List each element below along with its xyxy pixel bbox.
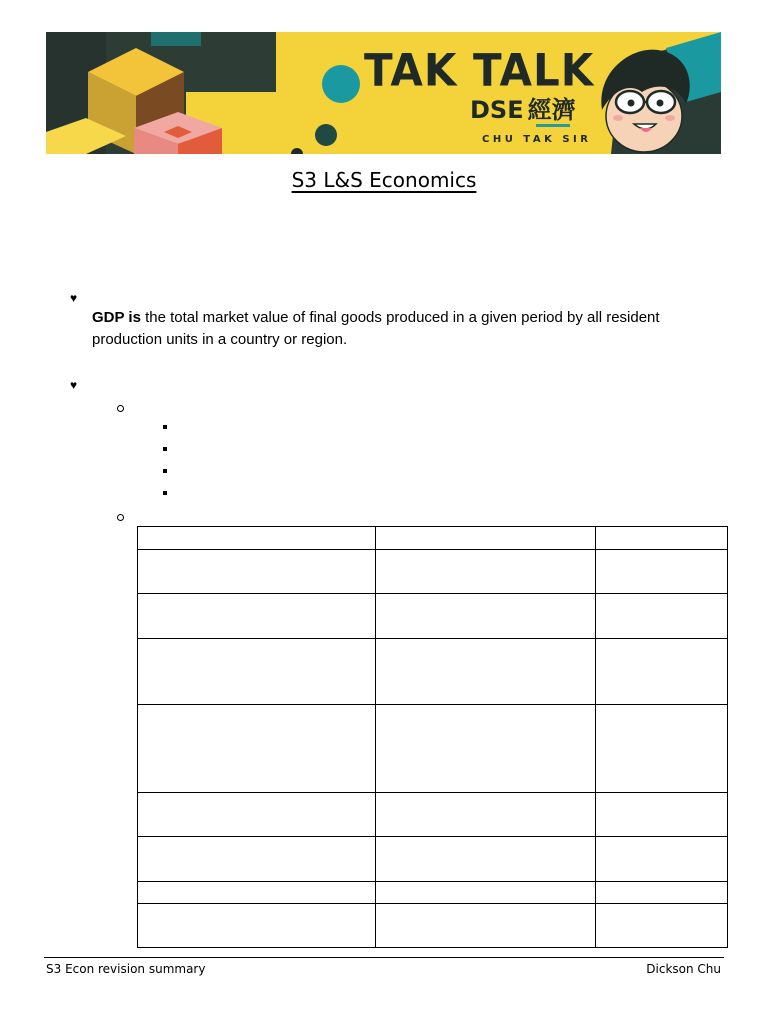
- table-cell: [138, 837, 376, 882]
- gdp-definition: [92, 307, 702, 351]
- table-row: [138, 527, 728, 550]
- table-row: [138, 793, 728, 837]
- table-cell: [138, 594, 376, 639]
- empty-summary-table: [137, 526, 728, 948]
- banner-subtitle: [470, 90, 576, 125]
- banner-divider: [536, 124, 570, 127]
- table-cell: [596, 705, 728, 793]
- table-cell: [376, 705, 596, 793]
- document-title-text: S3 L&S Economics: [291, 168, 477, 192]
- table-row: [138, 550, 728, 594]
- footer-left-text: S3 Econ revision summary: [46, 962, 206, 976]
- footer-right-text: Dickson Chu: [646, 962, 721, 976]
- table-cell: [138, 882, 376, 904]
- square-bullet-icon: [163, 425, 167, 429]
- heart-bullet-icon: ♥: [70, 291, 78, 305]
- table-row: [138, 904, 728, 948]
- table-cell: [596, 639, 728, 705]
- table-cell: [138, 639, 376, 705]
- gdp-definition-text: the total market value of final goods produced in a given period by all resident production units in a country or region.: [92, 309, 660, 348]
- table-row: [138, 705, 728, 793]
- document-title: [0, 168, 768, 192]
- table-cell: [376, 793, 596, 837]
- table-cell: [596, 793, 728, 837]
- circle-bullet-icon: [117, 405, 124, 412]
- footer-divider: [44, 957, 724, 958]
- table-cell: [596, 594, 728, 639]
- square-bullet-icon: [163, 469, 167, 473]
- table-cell: [138, 550, 376, 594]
- table-cell: [596, 837, 728, 882]
- banner-author: CHU TAK SIR: [482, 134, 592, 145]
- square-bullet-icon: [163, 447, 167, 451]
- table-cell: [138, 527, 376, 550]
- header-banner: [46, 32, 721, 154]
- table-cell: [596, 904, 728, 948]
- banner-subtitle-latin: DSE: [470, 96, 524, 124]
- square-bullet-icon: [163, 491, 167, 495]
- table-cell: [376, 882, 596, 904]
- table-cell: [376, 639, 596, 705]
- table-row: [138, 837, 728, 882]
- table-cell: [376, 527, 596, 550]
- table-cell: [138, 793, 376, 837]
- banner-title: TAK TALK: [364, 44, 595, 97]
- table-cell: [596, 527, 728, 550]
- table-cell: [376, 904, 596, 948]
- table-row: [138, 639, 728, 705]
- table-cell: [138, 904, 376, 948]
- table-row: [138, 882, 728, 904]
- gdp-term: GDP is: [92, 309, 141, 326]
- banner-subtitle-cjk: 經濟: [527, 96, 576, 124]
- circle-bullet-icon: [117, 514, 124, 521]
- table-cell: [596, 882, 728, 904]
- table-cell: [376, 837, 596, 882]
- heart-bullet-icon: ♥: [70, 378, 78, 392]
- table-row: [138, 594, 728, 639]
- table-cell: [376, 594, 596, 639]
- table-cell: [596, 550, 728, 594]
- table-cell: [138, 705, 376, 793]
- table-cell: [376, 550, 596, 594]
